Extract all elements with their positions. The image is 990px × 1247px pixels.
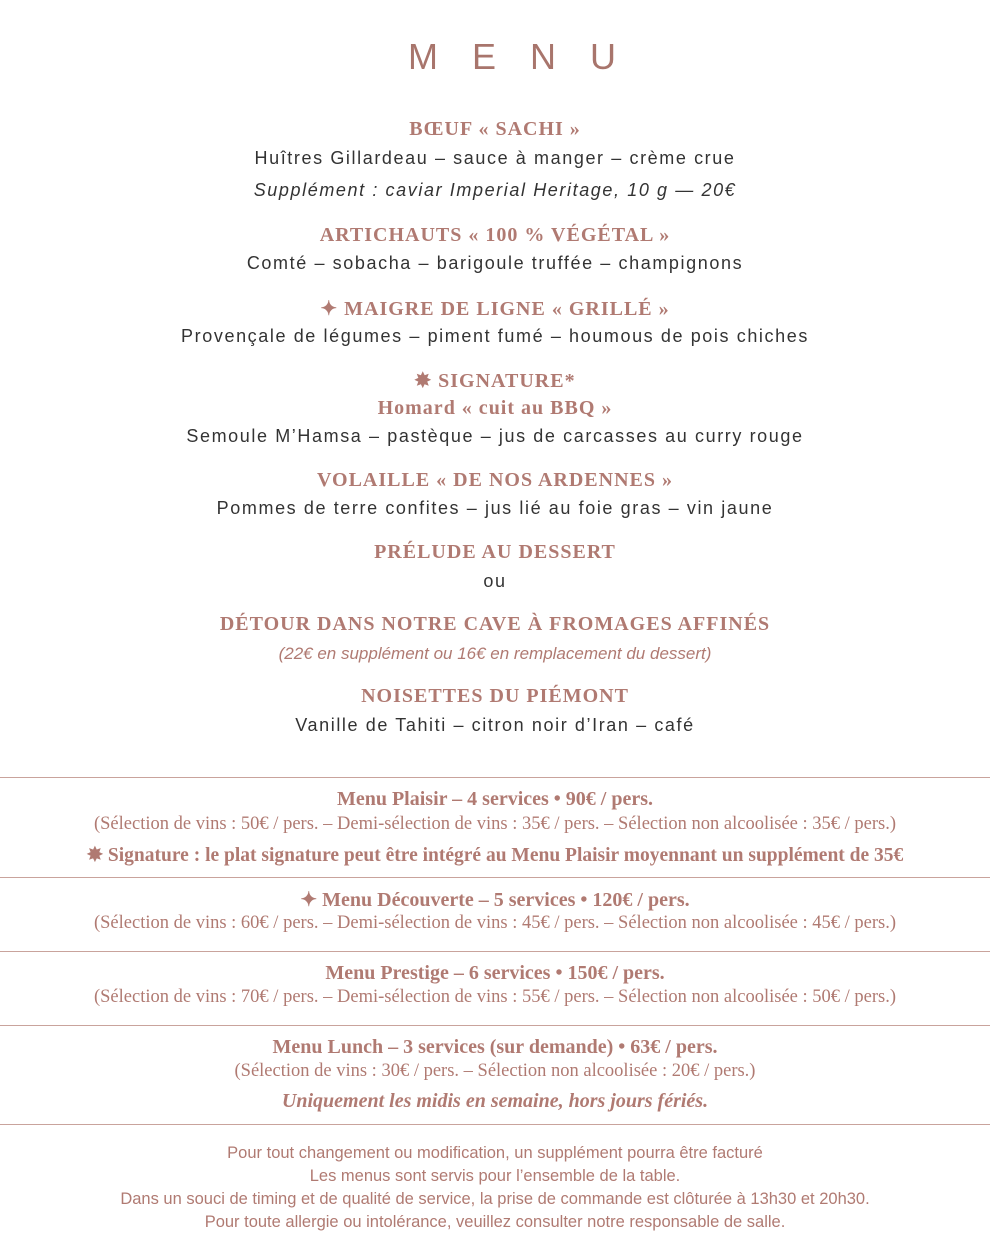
formula-title: Menu Prestige – 6 services • 150€ / pers. <box>325 962 665 984</box>
course-name: BŒUF « SACHI » <box>409 118 581 140</box>
course-name: DÉTOUR DANS NOTRE CAVE À FROMAGES AFFINÉS <box>219 613 771 635</box>
divider <box>0 1124 990 1125</box>
formula-title: ✦ Menu Découverte – 5 services • 120€ / pers. <box>300 889 690 911</box>
course-name: Homard « cuit au BBQ » <box>377 397 613 419</box>
course-description: Pommes de terre confites – jus lié au foie gras – vin jaune <box>216 498 774 518</box>
formula-signature-note: ✸ Signature : le plat signature peut être intégré au Menu Plaisir moyennant un supplément de 35€ <box>86 845 904 866</box>
formula-wine-pairing: (Sélection de vins : 30€ / pers. – Sélection non alcoolisée : 20€ / pers.) <box>234 1061 756 1081</box>
formula-wine-pairing: (Sélection de vins : 60€ / pers. – Demi-sélection de vins : 45€ / pers. – Sélection non alcoolisée : 45€ / pers.) <box>93 913 896 933</box>
course-connector: ou <box>483 571 507 591</box>
footer-line: Pour toute allergie ou intolérance, veuillez consulter notre responsable de salle. <box>204 1213 786 1231</box>
formula-title: Menu Plaisir – 4 services • 90€ / pers. <box>336 788 654 810</box>
formula-lunch-note: Uniquement les midis en semaine, hors jours fériés. <box>281 1090 709 1112</box>
course-name: ARTICHAUTS « 100 % VÉGÉTAL » <box>319 224 671 246</box>
course-description: Comté – sobacha – barigoule truffée – champignons <box>246 253 744 273</box>
formula-wine-pairing: (Sélection de vins : 50€ / pers. – Demi-sélection de vins : 35€ / pers. – Sélection non alcoolisée : 35€ / pers.) <box>93 814 896 834</box>
divider <box>0 877 990 878</box>
divider <box>0 777 990 778</box>
footer-line: Pour tout changement ou modification, un supplément pourra être facturé <box>227 1144 763 1162</box>
course-description: Vanille de Tahiti – citron noir d’Iran – café <box>295 715 695 735</box>
course-supplement: Supplément : caviar Imperial Heritage, 10 g — 20€ <box>253 180 737 200</box>
formula-title: Menu Lunch – 3 services (sur demande) • 63€ / pers. <box>272 1036 718 1058</box>
course-name: VOLAILLE « DE NOS ARDENNES » <box>316 469 673 491</box>
course-description: Semoule M’Hamsa – pastèque – jus de carcasses au curry rouge <box>186 426 804 446</box>
course-name: NOISETTES DU PIÉMONT <box>361 685 629 707</box>
formula-wine-pairing: (Sélection de vins : 70€ / pers. – Demi-sélection de vins : 55€ / pers. – Sélection non alcoolisée : 50€ / pers.) <box>93 987 896 1007</box>
course-description: Huîtres Gillardeau – sauce à manger – crème crue <box>254 148 736 168</box>
divider <box>0 1025 990 1026</box>
course-note: (22€ en supplément ou 16€ en remplacement du dessert) <box>278 644 712 663</box>
divider <box>0 951 990 952</box>
footer-line: Dans un souci de timing et de qualité de service, la prise de commande est clôturée à 13h30 et 20h30. <box>120 1190 870 1208</box>
course-name: PRÉLUDE AU DESSERT <box>374 541 616 563</box>
footer-line: Les menus sont servis pour l’ensemble de la table. <box>309 1167 681 1185</box>
course-name: ✦ MAIGRE DE LIGNE « GRILLÉ » <box>320 298 670 320</box>
menu-title: MENU <box>408 36 650 77</box>
signature-label: ✸ SIGNATURE* <box>414 370 576 392</box>
course-description: Provençale de légumes – piment fumé – houmous de pois chiches <box>181 326 809 346</box>
